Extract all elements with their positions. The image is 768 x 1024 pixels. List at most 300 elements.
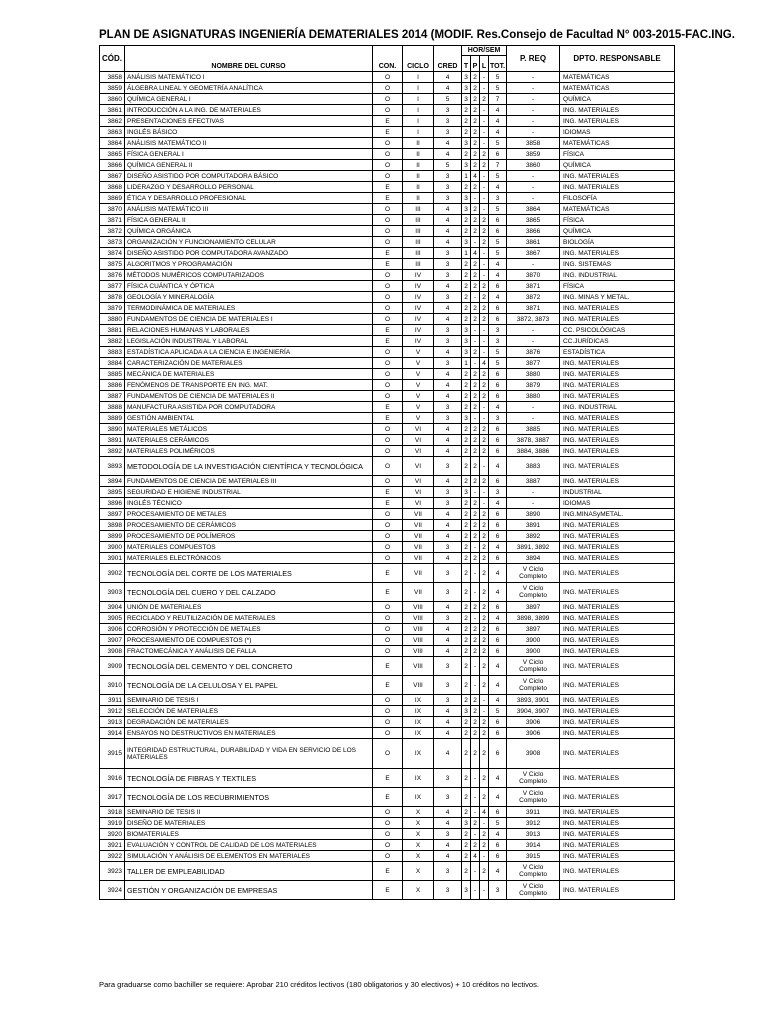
cell-cred: 4 [434, 728, 462, 739]
cell-nombre: FÍSICA CUÁNTICA Y ÓPTICA [125, 281, 373, 292]
cell-nombre: FUNDAMENTOS DE CIENCIA DE MATERIALES I [125, 314, 373, 325]
cell-preq: 3892 [507, 531, 560, 542]
header-tot: TOT. [489, 56, 507, 72]
cell-cod: 3881 [100, 325, 125, 336]
cell-ciclo: X [403, 851, 434, 862]
cell-t: 2 [462, 402, 471, 413]
cell-tot: 6 [489, 807, 507, 818]
cell-p: 2 [471, 215, 480, 226]
cell-l: - [480, 695, 489, 706]
course-table [99, 45, 675, 900]
cell-nombre: MANUFACTURA ASISTIDA POR COMPUTADORA [125, 402, 373, 413]
cell-con: E [373, 116, 403, 127]
cell-cod: 3882 [100, 336, 125, 347]
table-row [100, 583, 675, 602]
table-row [100, 553, 675, 564]
table-row [100, 259, 675, 270]
cell-cred: 3 [434, 193, 462, 204]
cell-con: O [373, 369, 403, 380]
cell-ciclo: I [403, 105, 434, 116]
cell-l: 2 [480, 226, 489, 237]
cell-preq: 3914 [507, 840, 560, 851]
cell-l: 2 [480, 728, 489, 739]
cell-dpto: ING. MATERIALES [560, 624, 675, 635]
cell-tot: 4 [489, 583, 507, 602]
cell-con: O [373, 149, 403, 160]
cell-tot: 6 [489, 531, 507, 542]
cell-cod: 3916 [100, 769, 125, 788]
cell-t: 1 [462, 171, 471, 182]
cell-p: - [471, 829, 480, 840]
cell-preq: 3866 [507, 226, 560, 237]
header-cred: CRED [434, 46, 462, 72]
cell-cred: 4 [434, 509, 462, 520]
cell-nombre: QUÍMICA GENERAL II [125, 160, 373, 171]
cell-cred: 3 [434, 769, 462, 788]
cell-cod: 3904 [100, 602, 125, 613]
cell-dpto: ING. MATERIALES [560, 851, 675, 862]
cell-p: 2 [471, 72, 480, 83]
cell-con: O [373, 851, 403, 862]
cell-con: O [373, 314, 403, 325]
cell-cod: 3871 [100, 215, 125, 226]
cell-p: 2 [471, 520, 480, 531]
cell-p: 2 [471, 314, 480, 325]
cell-cod: 3886 [100, 380, 125, 391]
cell-preq: 3872 [507, 292, 560, 303]
cell-cod: 3869 [100, 193, 125, 204]
cell-t: 2 [462, 127, 471, 138]
cell-nombre: FUNDAMENTOS DE CIENCIA DE MATERIALES III [125, 476, 373, 487]
cell-dpto: ING. MATERIALES [560, 105, 675, 116]
cell-cred: 3 [434, 676, 462, 695]
cell-ciclo: VII [403, 542, 434, 553]
cell-cod: 3915 [100, 739, 125, 769]
cell-cod: 3884 [100, 358, 125, 369]
cell-ciclo: IV [403, 336, 434, 347]
cell-con: O [373, 706, 403, 717]
cell-ciclo: X [403, 807, 434, 818]
cell-cod: 3918 [100, 807, 125, 818]
cell-l: 2 [480, 769, 489, 788]
cell-dpto: ING. MATERIALES [560, 369, 675, 380]
cell-ciclo: V [403, 358, 434, 369]
cell-t: 2 [462, 564, 471, 583]
table-row [100, 347, 675, 358]
cell-ciclo: V [403, 402, 434, 413]
cell-cred: 4 [434, 391, 462, 402]
cell-l: 2 [480, 542, 489, 553]
cell-dpto: MATEMÁTICAS [560, 83, 675, 94]
cell-cred: 4 [434, 520, 462, 531]
cell-nombre: TECNOLOGÍA DEL CORTE DE LOS MATERIALES [125, 564, 373, 583]
cell-p: 2 [471, 624, 480, 635]
cell-nombre: MATERIALES POLIMÉRICOS [125, 446, 373, 457]
cell-cred: 4 [434, 807, 462, 818]
cell-ciclo: VII [403, 531, 434, 542]
cell-p: 2 [471, 602, 480, 613]
cell-cod: 3913 [100, 717, 125, 728]
cell-t: 2 [462, 840, 471, 851]
cell-cod: 3891 [100, 435, 125, 446]
cell-p: 2 [471, 435, 480, 446]
cell-cod: 3917 [100, 788, 125, 807]
cell-cod: 3900 [100, 542, 125, 553]
cell-preq: 3883 [507, 457, 560, 476]
cell-preq: 3894 [507, 553, 560, 564]
cell-cod: 3873 [100, 237, 125, 248]
cell-t: 2 [462, 531, 471, 542]
cell-cred: 3 [434, 583, 462, 602]
cell-nombre: GESTIÓN Y ORGANIZACIÓN DE EMPRESAS [125, 881, 373, 900]
cell-l: 2 [480, 160, 489, 171]
cell-t: 2 [462, 676, 471, 695]
table-row [100, 646, 675, 657]
cell-t: 2 [462, 602, 471, 613]
cell-tot: 6 [489, 446, 507, 457]
table-row [100, 457, 675, 476]
cell-preq: 3865 [507, 215, 560, 226]
table-row [100, 413, 675, 424]
cell-ciclo: VI [403, 435, 434, 446]
cell-cod: 3911 [100, 695, 125, 706]
cell-con: O [373, 391, 403, 402]
table-row [100, 564, 675, 583]
cell-t: 2 [462, 739, 471, 769]
table-row [100, 635, 675, 646]
cell-dpto: ING. MATERIALES [560, 818, 675, 829]
cell-nombre: GESTIÓN AMBIENTAL [125, 413, 373, 424]
cell-ciclo: V [403, 391, 434, 402]
cell-cred: 4 [434, 281, 462, 292]
cell-t: 2 [462, 259, 471, 270]
table-row [100, 829, 675, 840]
cell-nombre: INGLÉS BÁSICO [125, 127, 373, 138]
cell-cod: 3879 [100, 303, 125, 314]
table-row [100, 369, 675, 380]
cell-nombre: LEGISLACIÓN INDUSTRIAL Y LABORAL [125, 336, 373, 347]
cell-l: - [480, 259, 489, 270]
cell-nombre: QUÍMICA ORGÁNICA [125, 226, 373, 237]
cell-tot: 6 [489, 624, 507, 635]
cell-preq: 3908 [507, 739, 560, 769]
table-row [100, 717, 675, 728]
cell-l: - [480, 336, 489, 347]
cell-ciclo: III [403, 259, 434, 270]
cell-con: O [373, 646, 403, 657]
cell-cod: 3863 [100, 127, 125, 138]
cell-p: 2 [471, 840, 480, 851]
cell-p: 2 [471, 105, 480, 116]
cell-con: O [373, 476, 403, 487]
cell-con: E [373, 127, 403, 138]
cell-l: 2 [480, 646, 489, 657]
cell-l: 2 [480, 149, 489, 160]
cell-p: 2 [471, 116, 480, 127]
cell-cod: 3922 [100, 851, 125, 862]
cell-dpto: ING.MINASyMETAL. [560, 509, 675, 520]
cell-tot: 3 [489, 487, 507, 498]
cell-cred: 3 [434, 292, 462, 303]
cell-cod: 3910 [100, 676, 125, 695]
cell-t: 3 [462, 487, 471, 498]
cell-nombre: PROCESAMIENTO DE CERÁMICOS [125, 520, 373, 531]
cell-ciclo: IV [403, 270, 434, 281]
cell-con: O [373, 83, 403, 94]
cell-l: - [480, 818, 489, 829]
cell-l: - [480, 248, 489, 259]
cell-t: 2 [462, 314, 471, 325]
cell-preq: 3887 [507, 476, 560, 487]
cell-ciclo: I [403, 72, 434, 83]
cell-cred: 4 [434, 602, 462, 613]
cell-preq: 3915 [507, 851, 560, 862]
cell-con: O [373, 602, 403, 613]
cell-ciclo: X [403, 862, 434, 881]
cell-t: 2 [462, 369, 471, 380]
cell-p: 2 [471, 498, 480, 509]
table-row [100, 476, 675, 487]
table-row [100, 270, 675, 281]
cell-cred: 4 [434, 624, 462, 635]
cell-preq: V Ciclo Completo [507, 564, 560, 583]
cell-p: 2 [471, 695, 480, 706]
cell-dpto: ING. MATERIALES [560, 553, 675, 564]
cell-tot: 4 [489, 127, 507, 138]
cell-p: - [471, 613, 480, 624]
cell-nombre: INTRODUCCIÓN A LA ING. DE MATERIALES [125, 105, 373, 116]
table-row [100, 94, 675, 105]
table-header [100, 46, 675, 72]
cell-p: - [471, 193, 480, 204]
cell-cod: 3898 [100, 520, 125, 531]
cell-cod: 3890 [100, 424, 125, 435]
cell-con: E [373, 336, 403, 347]
cell-tot: 3 [489, 881, 507, 900]
cell-dpto: ING. MATERIALES [560, 531, 675, 542]
cell-p: 2 [471, 717, 480, 728]
cell-p: 2 [471, 706, 480, 717]
cell-l: - [480, 270, 489, 281]
cell-dpto: ING. MATERIALES [560, 171, 675, 182]
cell-l: - [480, 413, 489, 424]
cell-cred: 4 [434, 204, 462, 215]
cell-con: O [373, 553, 403, 564]
header-nombre: NOMBRE DEL CURSO [125, 46, 373, 72]
table-row [100, 237, 675, 248]
cell-l: - [480, 498, 489, 509]
cell-ciclo: III [403, 226, 434, 237]
cell-t: 3 [462, 347, 471, 358]
cell-t: 2 [462, 116, 471, 127]
cell-con: O [373, 829, 403, 840]
cell-cod: 3921 [100, 840, 125, 851]
page-title: PLAN DE ASIGNATURAS INGENIERÍA DEMATERIALES 2014 (MODIF. Res.Consejo de Facultad N° 003-2015-FAC.ING. [99, 29, 735, 41]
cell-preq: 3913 [507, 829, 560, 840]
cell-t: 2 [462, 829, 471, 840]
cell-con: O [373, 226, 403, 237]
cell-l: 2 [480, 788, 489, 807]
cell-t: 2 [462, 717, 471, 728]
cell-cod: 3876 [100, 270, 125, 281]
cell-tot: 4 [489, 259, 507, 270]
cell-cred: 5 [434, 94, 462, 105]
cell-tot: 6 [489, 226, 507, 237]
table-row [100, 138, 675, 149]
cell-con: O [373, 292, 403, 303]
cell-cod: 3895 [100, 487, 125, 498]
cell-cod: 3860 [100, 94, 125, 105]
cell-l: 4 [480, 807, 489, 818]
cell-cod: 3923 [100, 862, 125, 881]
cell-cred: 4 [434, 706, 462, 717]
cell-ciclo: II [403, 171, 434, 182]
cell-l: - [480, 325, 489, 336]
cell-cod: 3866 [100, 160, 125, 171]
cell-tot: 4 [489, 657, 507, 676]
cell-dpto: ING. MATERIALES [560, 116, 675, 127]
cell-preq: 3871 [507, 281, 560, 292]
cell-preq: 3891, 3892 [507, 542, 560, 553]
cell-ciclo: IX [403, 728, 434, 739]
table-row [100, 325, 675, 336]
cell-p: 2 [471, 509, 480, 520]
cell-t: 2 [462, 105, 471, 116]
cell-ciclo: I [403, 94, 434, 105]
cell-l: 2 [480, 391, 489, 402]
cell-p: - [471, 657, 480, 676]
cell-l: - [480, 83, 489, 94]
cell-dpto: ING. MATERIALES [560, 182, 675, 193]
cell-dpto: ING. INDUSTRIAL [560, 402, 675, 413]
cell-dpto: MATEMÁTICAS [560, 138, 675, 149]
cell-l: 2 [480, 717, 489, 728]
cell-cred: 4 [434, 369, 462, 380]
cell-tot: 6 [489, 424, 507, 435]
cell-tot: 4 [489, 292, 507, 303]
cell-tot: 5 [489, 237, 507, 248]
cell-ciclo: X [403, 829, 434, 840]
cell-p: - [471, 769, 480, 788]
cell-ciclo: VI [403, 498, 434, 509]
cell-t: 3 [462, 160, 471, 171]
cell-nombre: BIOMATERIALES [125, 829, 373, 840]
cell-con: O [373, 457, 403, 476]
cell-nombre: DEGRADACIÓN DE MATERIALES [125, 717, 373, 728]
header-t: T [462, 56, 471, 72]
cell-dpto: ING. MATERIALES [560, 613, 675, 624]
cell-nombre: CARACTERIZACIÓN DE MATERIALES [125, 358, 373, 369]
cell-preq: - [507, 413, 560, 424]
cell-l: - [480, 487, 489, 498]
cell-cred: 4 [434, 72, 462, 83]
cell-preq: - [507, 83, 560, 94]
cell-tot: 6 [489, 369, 507, 380]
cell-p: 2 [471, 369, 480, 380]
cell-ciclo: II [403, 149, 434, 160]
cell-preq: V Ciclo Completo [507, 657, 560, 676]
cell-cred: 3 [434, 457, 462, 476]
cell-p: 2 [471, 94, 480, 105]
cell-p: 2 [471, 182, 480, 193]
cell-l: 2 [480, 739, 489, 769]
cell-cod: 3914 [100, 728, 125, 739]
cell-nombre: ANÁLISIS MATEMÁTICO III [125, 204, 373, 215]
cell-p: 2 [471, 226, 480, 237]
cell-cred: 3 [434, 270, 462, 281]
cell-tot: 5 [489, 818, 507, 829]
cell-l: 2 [480, 624, 489, 635]
cell-t: 2 [462, 435, 471, 446]
cell-cred: 4 [434, 424, 462, 435]
cell-preq: 3872, 3873 [507, 314, 560, 325]
cell-ciclo: VI [403, 424, 434, 435]
cell-cod: 3892 [100, 446, 125, 457]
cell-ciclo: III [403, 237, 434, 248]
cell-dpto: ING. MATERIALES [560, 520, 675, 531]
table-body [100, 72, 675, 900]
cell-cod: 3909 [100, 657, 125, 676]
cell-dpto: ING. MATERIALES [560, 314, 675, 325]
cell-dpto: ING. MATERIALES [560, 739, 675, 769]
cell-tot: 6 [489, 520, 507, 531]
cell-cred: 3 [434, 542, 462, 553]
cell-l: - [480, 706, 489, 717]
header-p: P [471, 56, 480, 72]
cell-preq: 3897 [507, 602, 560, 613]
cell-p: 2 [471, 160, 480, 171]
table-row [100, 215, 675, 226]
cell-p: 2 [471, 259, 480, 270]
cell-tot: 3 [489, 325, 507, 336]
cell-con: E [373, 657, 403, 676]
cell-p: 2 [471, 476, 480, 487]
cell-tot: 6 [489, 476, 507, 487]
table-row [100, 676, 675, 695]
cell-p: 2 [471, 127, 480, 138]
cell-dpto: ING. MATERIALES [560, 602, 675, 613]
cell-tot: 6 [489, 215, 507, 226]
table-row [100, 380, 675, 391]
cell-cred: 3 [434, 487, 462, 498]
cell-p: 2 [471, 149, 480, 160]
cell-t: 1 [462, 358, 471, 369]
cell-p: 4 [471, 851, 480, 862]
cell-dpto: ING. MATERIALES [560, 564, 675, 583]
cell-l: - [480, 171, 489, 182]
cell-nombre: ANÁLISIS MATEMÁTICO I [125, 72, 373, 83]
cell-nombre: SEGURIDAD E HIGIENE INDUSTRIAL [125, 487, 373, 498]
cell-tot: 4 [489, 613, 507, 624]
table-row [100, 358, 675, 369]
cell-t: 2 [462, 292, 471, 303]
cell-preq: 3911 [507, 807, 560, 818]
cell-tot: 6 [489, 646, 507, 657]
cell-ciclo: VIII [403, 646, 434, 657]
cell-cred: 3 [434, 498, 462, 509]
cell-preq: 3878, 3887 [507, 435, 560, 446]
cell-cred: 4 [434, 717, 462, 728]
cell-nombre: DISEÑO ASISTIDO POR COMPUTADORA AVANZADO [125, 248, 373, 259]
cell-cod: 3912 [100, 706, 125, 717]
cell-p: 2 [471, 424, 480, 435]
cell-con: O [373, 840, 403, 851]
cell-t: 2 [462, 553, 471, 564]
cell-con: O [373, 635, 403, 646]
cell-tot: 4 [489, 116, 507, 127]
cell-preq: 3871 [507, 303, 560, 314]
cell-con: O [373, 171, 403, 182]
